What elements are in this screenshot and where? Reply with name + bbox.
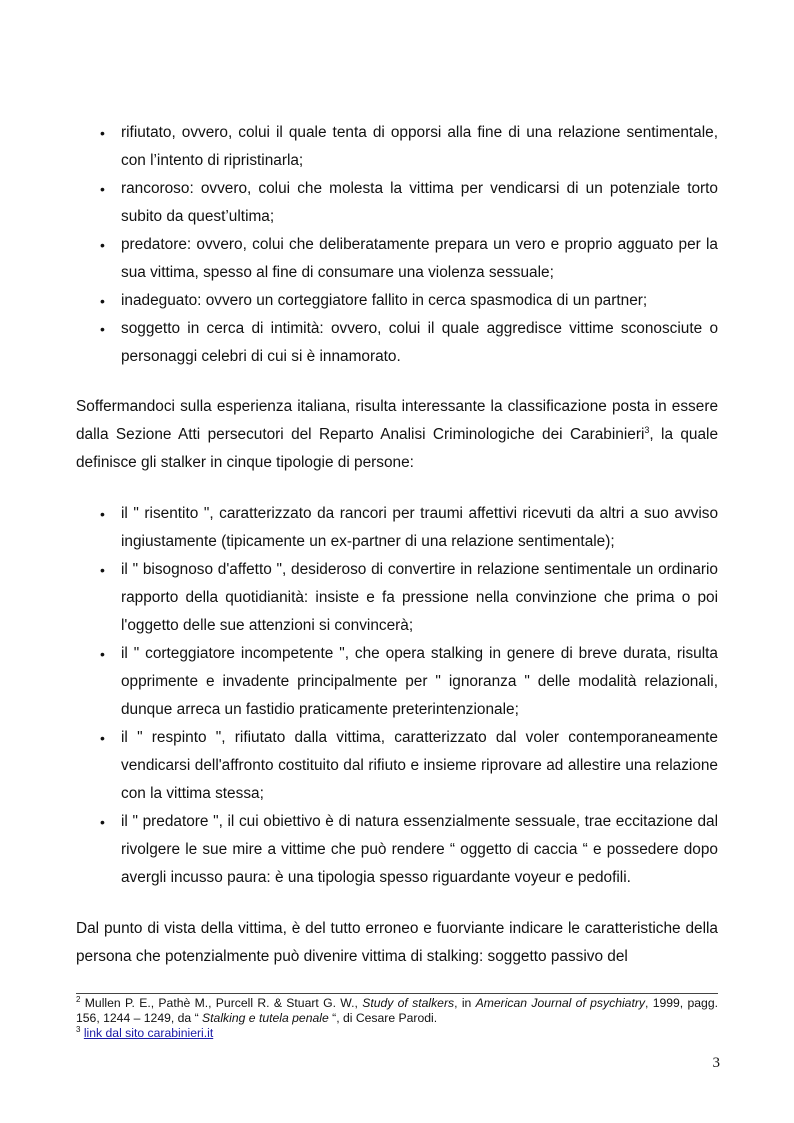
list-item: • il " bisognoso d'affetto ", desideroso di convertire in relazione sentimentale un ordinario rapporto della quotidianità: insiste e fa pressione nella convinzione che prima o poi l'oggetto delle sue attenzioni si convincerà; xyxy=(76,556,718,640)
list-item: • predatore: ovvero, colui che deliberatamente prepara un vero e proprio agguato per la sua vittima, spesso al fine di consumare una violenza sessuale; xyxy=(76,231,718,287)
list-item: • inadeguato: ovvero un corteggiatore fallito in cerca spasmodica di un partner; xyxy=(76,287,718,315)
footnote-marker: 2 xyxy=(76,995,81,1004)
bullet-icon: • xyxy=(100,321,105,337)
bullet-icon: • xyxy=(100,506,105,522)
bullet-icon: • xyxy=(100,562,105,578)
bullet-icon: • xyxy=(100,125,105,141)
list-item: • soggetto in cerca di intimità: ovvero, colui il quale aggredisce vittime sconosciute o personaggi celebri di cui si è innamorato. xyxy=(76,315,718,371)
bullet-icon: • xyxy=(100,181,105,197)
bullet-icon: • xyxy=(100,293,105,309)
list-item: • il " respinto ", rifiutato dalla vittima, caratterizzato dal voler contemporaneamente vendicarsi dell'affronto costituito dal rifiuto e insieme riprovare ad allestire una relazione con la vittima stessa; xyxy=(76,724,718,808)
list-item: • rifiutato, ovvero, colui il quale tenta di opporsi alla fine di una relazione sentimentale, con l’intento di ripristinarla; xyxy=(76,119,718,175)
footnotes xyxy=(76,996,718,1041)
footnote-divider xyxy=(76,993,718,994)
bullet-icon: • xyxy=(100,646,105,662)
footnote-2: $^2$ Mullen P. E., Pathè M., Purcell R. & Stuart G. W., Study of stalkers, in American Journal of psychiatry, 1999, pagg. 156, 1244 – 1249, da “ Stalking e tutela penale “, di Cesare Parodi. xyxy=(76,995,718,1025)
footnote-ref-3[interactable]: 3 xyxy=(644,425,650,435)
closing-paragraph: Dal punto di vista della vittima, è del tutto erroneo e fuorviante indicare le caratteristiche della persona che potenzialmente può divenire vittima di stalking: soggetto passivo del xyxy=(76,920,718,965)
intro-paragraph: Soffermandoci sulla esperienza italiana, risulta interessante la classificazione posta in essere dalla Sezione Atti persecutori del Reparto Analisi Criminologiche dei Carabinieri$^3$, la quale definisce gli stalker in cinque tipologie di persone: xyxy=(76,398,719,471)
footnote-3 xyxy=(76,1026,718,1041)
body-text xyxy=(76,119,718,971)
list-item: • il " corteggiatore incompetente ", che opera stalking in genere di breve durata, risulta opprimente e invadente principalmente per " ignoranza " delle modalità relazionali, dunque arreca un fastidio praticamente preterintenzionale; xyxy=(76,640,718,724)
bullet-icon: • xyxy=(100,730,105,746)
carabinieri-types-list xyxy=(76,500,718,892)
footnote-marker: 3 xyxy=(76,1025,81,1034)
list-item: • il " predatore ", il cui obiettivo è di natura essenzialmente sessuale, trae eccitazione dal rivolgere le sue mire a vittime che può rendere “ oggetto di caccia “ e possedere dopo avergli incusso paura: è una tipologia spesso riguardante voyeur e pedofili. xyxy=(76,808,718,892)
list-item: • il " risentito ", caratterizzato da rancori per traumi affettivi ricevuti da altri a suo avviso ingiustamente (tipicamente un ex-partner di una relazione sentimentale); xyxy=(76,500,718,556)
bullet-icon: • xyxy=(100,237,105,253)
bullet-icon: • xyxy=(100,814,105,830)
stalker-types-list xyxy=(76,119,718,371)
list-item: • rancoroso: ovvero, colui che molesta la vittima per vendicarsi di un potenziale torto subito da quest’ultima; xyxy=(76,175,718,231)
carabinieri-link[interactable]: link dal sito carabinieri.it xyxy=(83,1026,214,1040)
page-number: 3 xyxy=(712,1055,720,1071)
